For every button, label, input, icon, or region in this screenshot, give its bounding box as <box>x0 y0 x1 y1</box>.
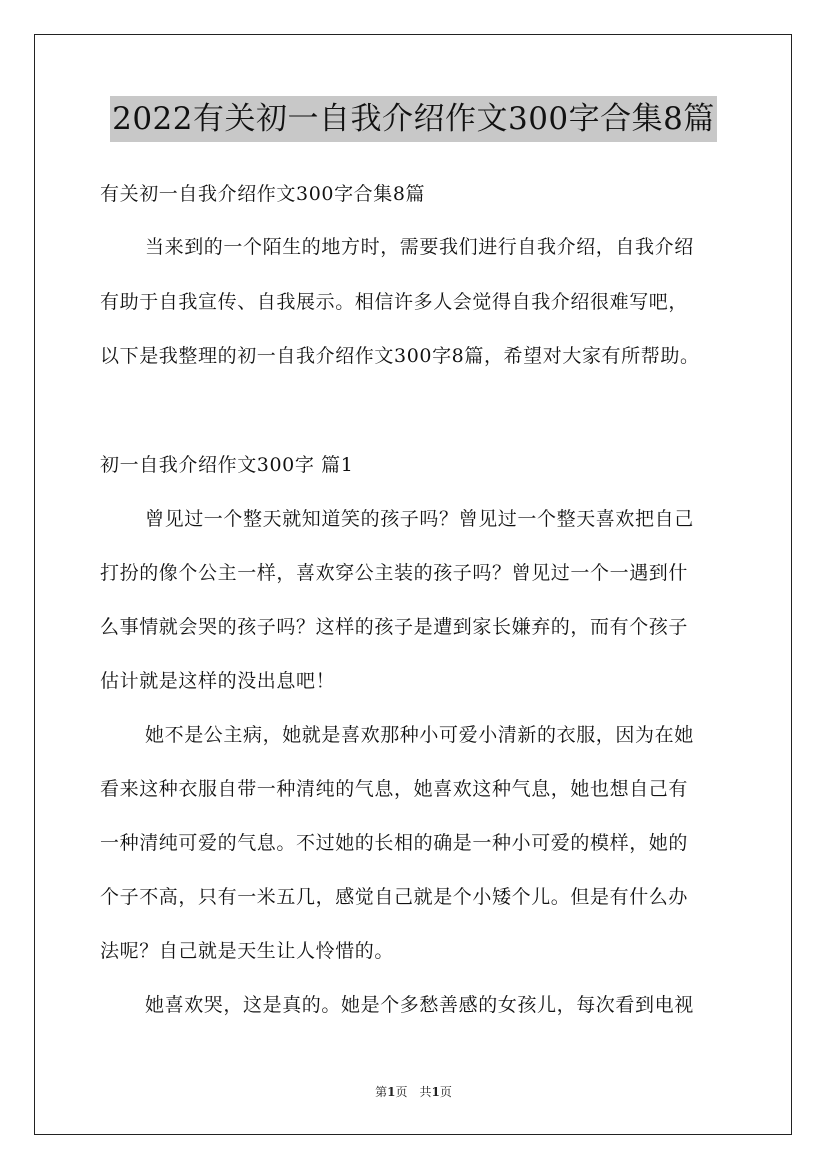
paragraph-line: 有助于自我宣传、自我展示。相信许多人会觉得自我介绍很难写吧， <box>100 291 689 313</box>
title-container <box>0 96 827 142</box>
paragraph-line: 打扮的像个公主一样，喜欢穿公主装的孩子吗？曾见过一个一遇到什 <box>100 562 689 584</box>
footer-page-prefix: 第 <box>375 1085 388 1099</box>
section-heading: 初一自我介绍作文300字 篇1 <box>100 454 354 476</box>
page-footer <box>0 1084 827 1100</box>
document-title: 2022有关初一自我介绍作文300字合集8篇 <box>110 96 717 142</box>
document-subtitle: 有关初一自我介绍作文300字合集8篇 <box>100 183 426 205</box>
footer-page-mid: 页 共 <box>395 1085 432 1099</box>
footer-page-number: 1 <box>387 1085 396 1099</box>
paragraph-line: 个子不高，只有一米五几，感觉自己就是个小矮个儿。但是有什么办 <box>100 886 689 908</box>
paragraph-line: 当来到的一个陌生的地方时，需要我们进行自我介绍，自我介绍 <box>145 236 694 258</box>
paragraph-line: 法呢？自己就是天生让人怜惜的。 <box>100 940 395 962</box>
paragraph-line: 么事情就会哭的孩子吗？这样的孩子是遭到家长嫌弃的，而有个孩子 <box>100 616 689 638</box>
paragraph-line: 她不是公主病，她就是喜欢那种小可爱小清新的衣服，因为在她 <box>145 724 694 746</box>
paragraph-line: 她喜欢哭，这是真的。她是个多愁善感的女孩儿，每次看到电视 <box>145 994 694 1016</box>
footer-page-suffix: 页 <box>439 1085 452 1099</box>
paragraph-line: 看来这种衣服自带一种清纯的气息，她喜欢这种气息，她也想自己有 <box>100 778 689 800</box>
paragraph-line: 估计就是这样的没出息吧！ <box>100 670 336 692</box>
footer-total-pages: 1 <box>431 1085 440 1099</box>
paragraph-line: 曾见过一个整天就知道笑的孩子吗？曾见过一个整天喜欢把自己 <box>145 508 694 530</box>
paragraph-line: 一种清纯可爱的气息。不过她的长相的确是一种小可爱的模样，她的 <box>100 832 689 854</box>
paragraph-line: 以下是我整理的初一自我介绍作文300字8篇，希望对大家有所帮助。 <box>100 345 700 367</box>
